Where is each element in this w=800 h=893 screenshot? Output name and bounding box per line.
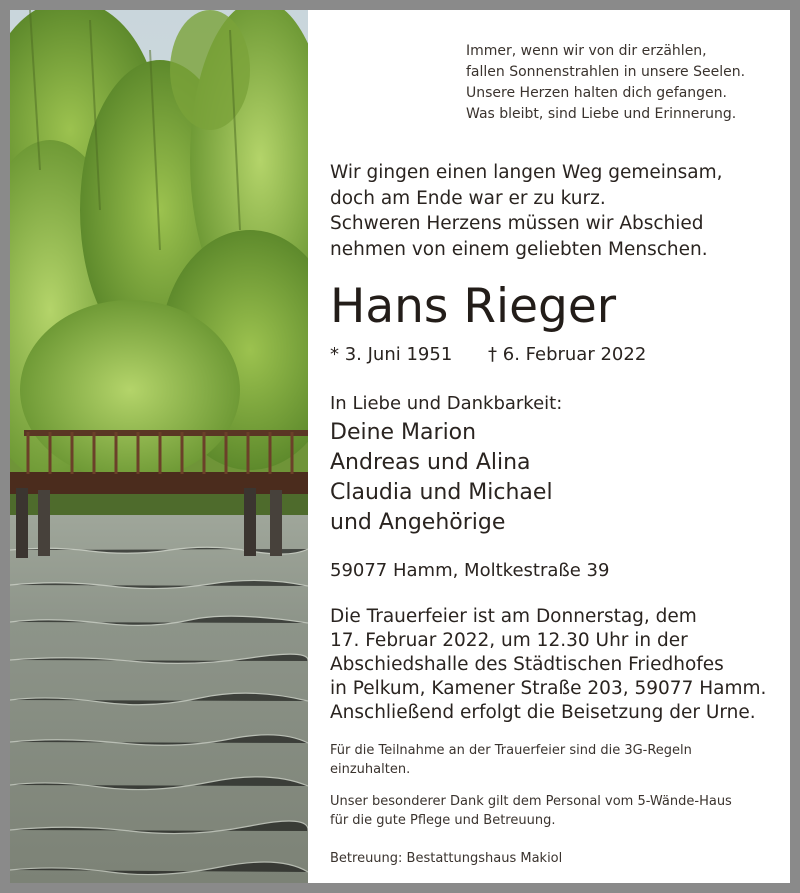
- intro-line: Schweren Herzens müssen wir Abschied: [330, 213, 704, 234]
- covid-note-line: einzuhalten.: [330, 762, 411, 777]
- mourners-list: [330, 418, 553, 538]
- funeral-line: 17. Februar 2022, um 12.30 Uhr in der: [330, 630, 688, 651]
- deceased-name: Hans Rieger: [330, 279, 617, 334]
- obituary-text: [330, 10, 780, 883]
- poem-line: Immer, wenn wir von dir erzählen,: [466, 43, 707, 59]
- funeral-details: [330, 605, 766, 725]
- poem-line: Unsere Herzen halten dich gefangen.: [466, 85, 727, 101]
- lake-bridge-photo: [10, 10, 308, 883]
- poem: [466, 41, 776, 125]
- life-dates: [330, 343, 646, 367]
- thanks-note-line: Unser besonderer Dank gilt dem Personal vom 5-Wände-Haus: [330, 794, 732, 809]
- covid-note-line: Für die Teilnahme an der Trauerfeier sind die 3G-Regeln: [330, 743, 692, 758]
- funeral-line: Abschiedshalle des Städtischen Friedhofes: [330, 654, 724, 675]
- intro-line: Wir gingen einen langen Weg gemeinsam,: [330, 162, 723, 183]
- obituary-card: [10, 10, 790, 883]
- mourner-name: Deine Marion: [330, 420, 477, 445]
- intro-line: doch am Ende war er zu kurz.: [330, 187, 606, 209]
- undertaker-line: Betreuung: Bestattungshaus Makiol: [330, 851, 563, 866]
- undertaker-note: [330, 849, 562, 868]
- death-date: † 6. Februar 2022: [488, 344, 647, 365]
- intro-text: [330, 160, 723, 262]
- birth-date: * 3. Juni 1951: [330, 344, 453, 365]
- intro-line: nehmen von einem geliebten Menschen.: [330, 238, 708, 260]
- poem-line: fallen Sonnenstrahlen in unsere Seelen.: [466, 64, 746, 80]
- funeral-line: in Pelkum, Kamener Straße 203, 59077 Hamm.: [330, 678, 767, 699]
- mourners-heading: In Liebe und Dankbarkeit:: [330, 393, 563, 414]
- mourner-name: und Angehörige: [330, 510, 506, 535]
- covid-note: [330, 741, 692, 779]
- mourner-name: Claudia und Michael: [330, 480, 553, 505]
- thanks-note: [330, 792, 732, 830]
- mourner-address: 59077 Hamm, Moltkestraße 39: [330, 560, 610, 581]
- thanks-note-line: für die gute Pflege und Betreuung.: [330, 813, 556, 828]
- mourner-name: Andreas und Alina: [330, 450, 531, 475]
- funeral-line: Anschließend erfolgt die Beisetzung der Urne.: [330, 702, 756, 723]
- funeral-line: Die Trauerfeier ist am Donnerstag, dem: [330, 606, 697, 627]
- poem-line: Was bleibt, sind Liebe und Erinnerung.: [466, 106, 737, 122]
